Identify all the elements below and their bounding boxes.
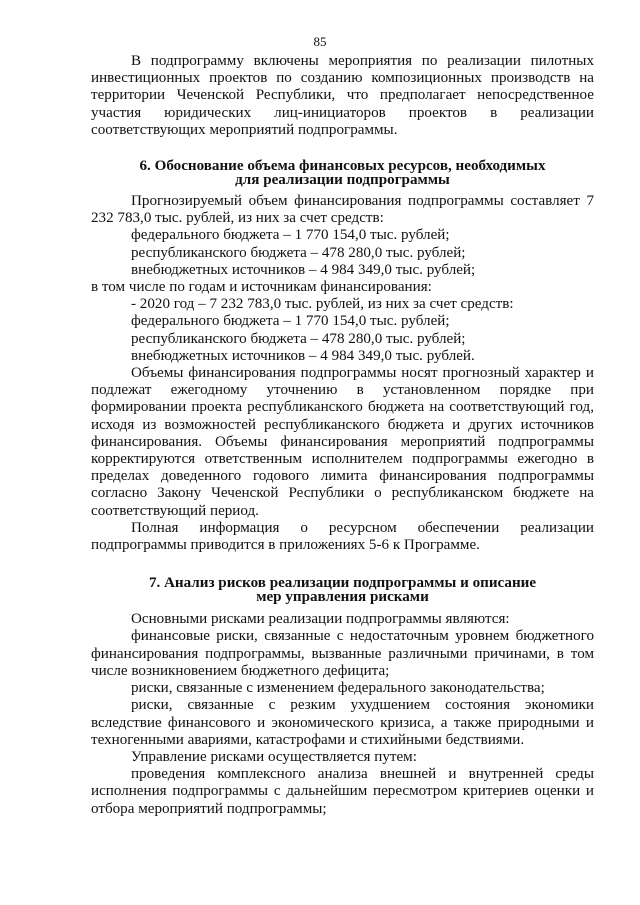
section-7-heading xyxy=(91,576,594,604)
intro-paragraph: В подпрограмму включены мероприятия по реализации пилотных инвестиционных проектов по созданию композиционных производств на территории Чеченской Республики, что предполагает непосредственное участия юридических лиц-инициаторов проектов в реализации соответствующих мероприятий подпрограммы. xyxy=(91,53,594,138)
page-content xyxy=(91,53,594,818)
paragraph: финансовые риски, связанные с недостаточным уровнем бюджетного финансирования подпрограммы, вызванные различными причинами, в том числе возникновением бюджетного дефицита; xyxy=(91,628,594,679)
paragraph: риски, связанные с резким ухудшением состояния экономики вследствие финансового и экономического кризиса, а также природными и техногенными авариями, катастрофами и стихийными бедствиями. xyxy=(91,697,594,748)
paragraph: Прогнозируемый объем финансирования подпрограммы составляет 7 232 783,0 тыс. рублей, из них за счет средств: xyxy=(91,193,594,227)
paragraph: Объемы финансирования подпрограммы носят прогнозный характер и подлежат ежегодному уточнению в установленном порядке при формировании проекта республиканского бюджета на соответствующий год, исходя из возможностей республиканского бюджета и других источников финансирования. Объемы финансирования мероприятий подпрограммы корректируются ответственным исполнителем подпрограммы ежегодно в пределах доведенного годового лимита финансирования подпрограммы согласно Закону Чеченской Республики о республиканском бюджете на соответствующий период. xyxy=(91,365,594,519)
section-7-heading-line: 7. Анализ рисков реализации подпрограммы и описание xyxy=(148,575,537,592)
paragraph: Управление рисками осуществляется путем: xyxy=(131,748,417,765)
paragraph: республиканского бюджета – 478 280,0 тыс. рублей; xyxy=(131,244,466,261)
section-6-heading xyxy=(91,159,594,187)
section-6-heading-line: 6. Обоснование объема финансовых ресурсов, необходимых xyxy=(139,158,546,175)
paragraph: в том числе по годам и источникам финансирования: xyxy=(91,279,432,296)
section-6-heading-line: для реализации подпрограммы xyxy=(235,172,450,189)
paragraph: проведения комплексного анализа внешней и внутренней среды исполнения подпрограммы с дальнейшим пересмотром критериев оценки и отбора мероприятий подпрограммы; xyxy=(91,766,594,817)
paragraph: Полная информация о ресурсном обеспечении реализации подпрограммы приводится в приложениях 5-6 к Программе. xyxy=(91,519,594,554)
paragraph: федерального бюджета – 1 770 154,0 тыс. рублей; xyxy=(131,313,450,330)
paragraph: республиканского бюджета – 478 280,0 тыс. рублей; xyxy=(131,330,466,347)
section-7-heading-line: мер управления рисками xyxy=(256,589,429,606)
paragraph: риски, связанные с изменением федерального законодательства; xyxy=(131,680,545,697)
paragraph: федерального бюджета – 1 770 154,0 тыс. рублей; xyxy=(131,227,450,244)
paragraph: - 2020 год – 7 232 783,0 тыс. рублей, из них за счет средств: xyxy=(131,296,514,313)
page-number: 85 xyxy=(313,34,327,49)
paragraph: внебюджетных источников – 4 984 349,0 тыс. рублей. xyxy=(131,347,475,364)
paragraph: Основными рисками реализации подпрограммы являются: xyxy=(131,611,510,628)
paragraph: внебюджетных источников – 4 984 349,0 тыс. рублей; xyxy=(131,261,476,278)
